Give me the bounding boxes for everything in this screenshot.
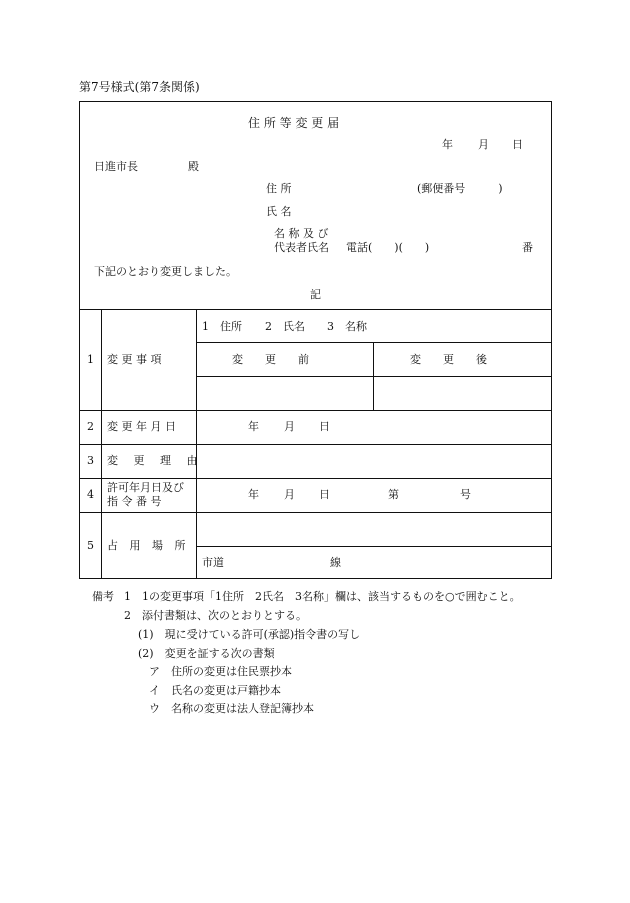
row1-option-name: 2 氏名: [265, 320, 305, 333]
row2-day: 日: [319, 420, 330, 433]
row3-number: 3: [87, 454, 94, 467]
row2-month: 月: [284, 420, 295, 433]
row4-month: 月: [284, 488, 295, 501]
row-line-4: [79, 478, 552, 479]
row4-dai: 第: [388, 488, 399, 501]
row4-number: 4: [87, 488, 94, 501]
row5-label: 占 用 場 所: [107, 539, 190, 552]
note-2: 2 添付書類は、次のとおりとする。: [124, 609, 307, 622]
addressee-name: 日進市長: [94, 160, 138, 173]
note-2-1: (1) 現に受けている許可(承認)指令書の写し: [138, 628, 361, 641]
ki-label: 記: [310, 288, 321, 301]
form-title: 住 所 等 変 更 届: [248, 116, 340, 130]
label-column-line: [196, 309, 197, 579]
applicant-postal-label: (郵便番号 ): [417, 182, 503, 195]
row4-go: 号: [460, 488, 471, 501]
row1-sub-line-1: [196, 342, 552, 343]
row5-line: 線: [330, 556, 341, 569]
row5-number: 5: [87, 539, 94, 552]
note-2-2-a: ア 住所の変更は住民票抄本: [149, 665, 292, 678]
note-1: 1 1の変更事項「1住所 2氏名 3名称」欄は、該当するものを○で囲むこと。: [124, 590, 521, 603]
row1-label: 変 更 事 項: [107, 353, 162, 366]
row4-label-2: 指 令 番 号: [107, 495, 162, 508]
row4-day: 日: [319, 488, 330, 501]
row4-label-1: 許可年月日及び: [107, 481, 184, 494]
notes-heading: 備考: [92, 590, 114, 603]
number-column-line: [101, 309, 102, 579]
row-line-2: [79, 410, 552, 411]
applicant-corp-label-1: 名 称 及 び: [274, 227, 329, 240]
applicant-address-label: 住 所: [266, 182, 292, 195]
row-line-5: [79, 512, 552, 513]
row1-sub-line-2: [196, 376, 552, 377]
date-month: 月: [478, 138, 489, 151]
before-after-divider: [373, 342, 374, 410]
applicant-phone-suffix: 番: [522, 241, 533, 254]
row2-year: 年: [248, 420, 259, 433]
table-top-line: [79, 309, 552, 310]
row5-road: 市道: [202, 556, 224, 569]
row2-number: 2: [87, 420, 94, 433]
statement: 下記のとおり変更しました。: [94, 265, 237, 278]
row1-number: 1: [87, 353, 94, 366]
applicant-phone-label: 電話( )( ): [346, 241, 430, 254]
row5-sub-line: [196, 546, 552, 547]
row1-option-address: 1 住所: [202, 320, 242, 333]
note-2-2-u: ウ 名称の変更は法人登記簿抄本: [149, 702, 314, 715]
note-2-2-i: イ 氏名の変更は戸籍抄本: [149, 684, 281, 697]
row1-option-corp: 3 名称: [327, 320, 367, 333]
date-year: 年: [442, 138, 453, 151]
form-number: 第7号様式(第7条関係): [79, 80, 200, 94]
addressee-honorific: 殿: [188, 160, 199, 173]
applicant-corp-label-2: 代表者氏名: [274, 241, 329, 254]
row3-label: 変 更 理 由: [107, 454, 204, 467]
applicant-name-label: 氏 名: [266, 205, 292, 218]
date-day: 日: [512, 138, 523, 151]
row2-label: 変 更 年 月 日: [107, 420, 176, 433]
row4-year: 年: [248, 488, 259, 501]
row1-before-header: 変 更 前: [232, 353, 309, 366]
row-line-3: [79, 444, 552, 445]
note-2-2: (2) 変更を証する次の書類: [138, 647, 275, 660]
row1-after-header: 変 更 後: [410, 353, 487, 366]
